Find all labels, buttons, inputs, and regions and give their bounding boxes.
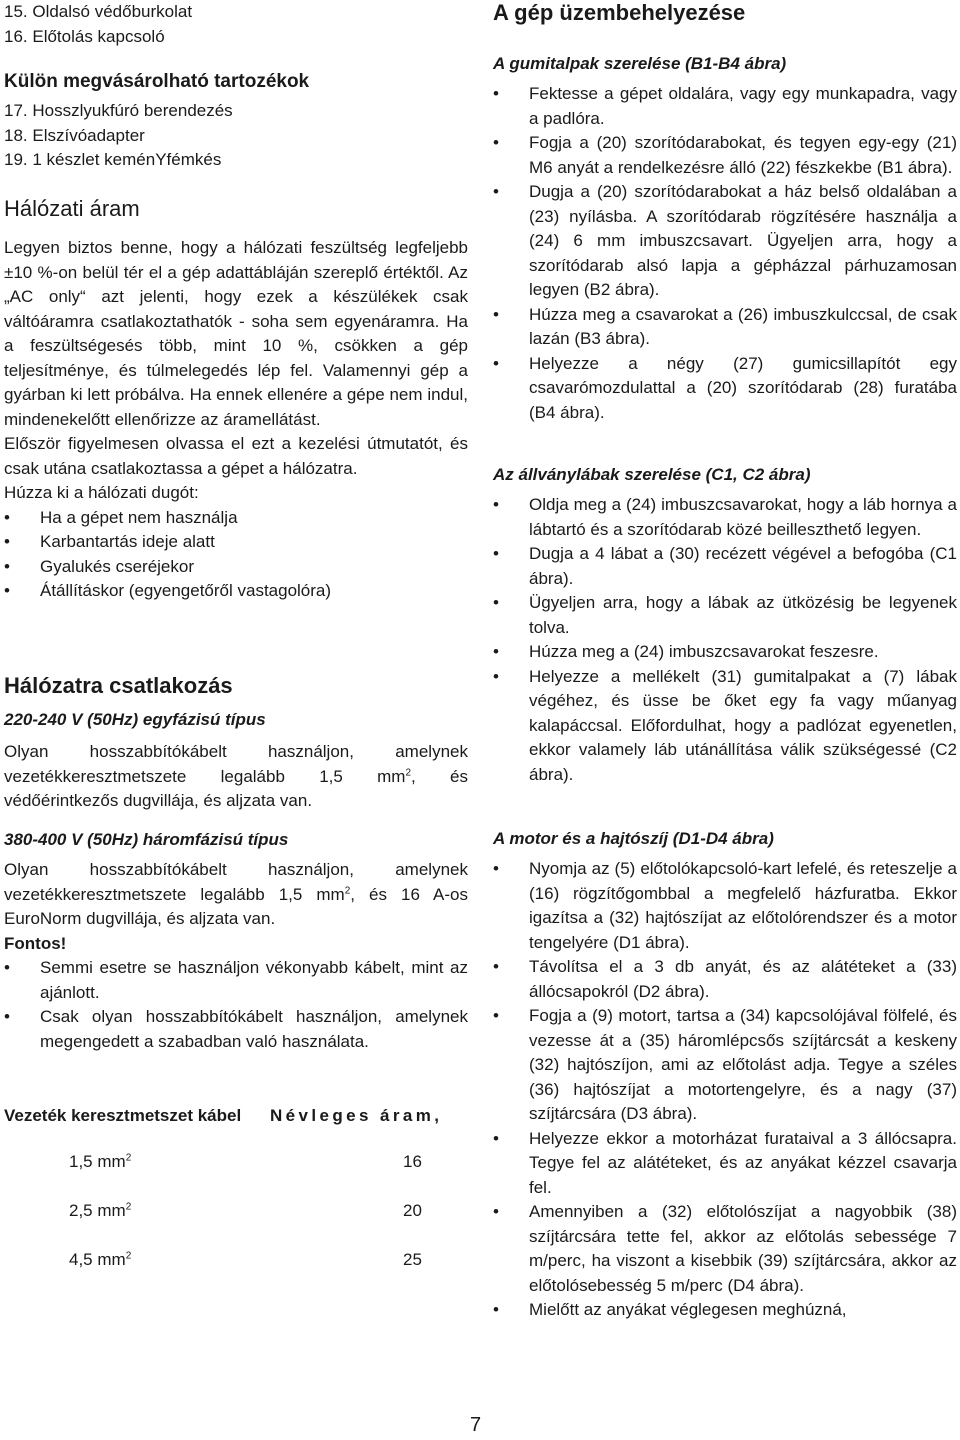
power-paragraph-3: Húzza ki a hálózati dugót: [4, 483, 199, 502]
accessories-list [4, 99, 468, 173]
table-cell-size: 1,5 $mm^2$ [69, 1152, 132, 1171]
accessories-heading: Külön megvásárolható tartozékok [4, 71, 310, 92]
list-item: • Fektesse a gépet oldalára, vagy egy munkapadra, vagy a padlóra. [493, 82, 957, 131]
list-item: • Távolítsa el a 3 db anyát, és az alátéteket a (33) állócsapokról (D2 ábra). [493, 955, 957, 1004]
table-header-cable: Vezeték keresztmetszet kábel [4, 1106, 242, 1125]
power-heading: Hálózati áram [4, 196, 140, 221]
list-item: 18. Elszívóadapter [4, 125, 145, 145]
table-cell-size: 4,5 $mm^2$ [69, 1250, 132, 1269]
legs-list [493, 493, 957, 787]
list-item: • Helyezze ekkor a motorházat furataival a 3 állócsapra. Tegye fel az alátéteket, és az anyákat kézzel csavarja fel. [493, 1127, 957, 1201]
motor-heading: A motor és a hajtószíj (D1-D4 ábra) [493, 829, 774, 848]
list-item: • Semmi esetre se használjon vékonyabb kábelt, mint az ajánlott. [4, 956, 468, 1005]
table-cell-current: 16 [403, 1152, 422, 1171]
list-item: • Nyomja az (5) előtolókapcsoló-kart lefelé, és reteszelje a (16) rögzítőgombbal a megfelelő házfuratba. Ekkor igazítsa a (32) hajtószíjat az előtolórendszer és a motor tengelyére (D1 ábra). [493, 857, 957, 955]
list-item: • Helyezze a négy (27) gumicsillapítót egy csavarómozdulattal a (20) szorítódarab (28) furatába (B4 ábra). [493, 352, 957, 426]
power-paragraph-2: Először figyelmesen olvassa el ezt a kezelési útmutatót, és csak utána csatlakoztassa a gépet a hálózatra. [4, 434, 468, 478]
three-phase-section [4, 858, 468, 1054]
table-cell-current: 25 [403, 1250, 422, 1269]
main-heading: A gép üzembehelyezése [493, 0, 746, 25]
list-item: 15. Oldalsó védőburkolat [4, 2, 193, 21]
list-item: • Dugja a (20) szorítódarabokat a ház belső oldalában a (23) nyílásba. A szorítódarab rögzítésére használja a (24) 6 mm imbuszcsavart. Ügyeljen arra, hogy a szorítódarab alsó lapja a gépházzal párhuzamosan legyen (B2 ábra). [493, 180, 957, 303]
list-item: • Amennyiben a (32) előtolószíjat a nagyobbik (38) szíjtárcsára tette fel, akkor az előtolás sebessége 7 m/perc, ha viszont a kisebbik (39) szíjtárcsára, akkor az előtolósebesség 5 m/perc (D4 ábra). [493, 1200, 957, 1298]
parts-list [4, 0, 468, 49]
three-phase-heading: 380-400 V (50Hz) háromfázisú típus [4, 830, 289, 849]
rubber-list [493, 82, 957, 425]
list-item: • Dugja a 4 lábat a (30) recézett végével a befogóba (C1 ábra). [493, 542, 957, 591]
list-item: 19. 1 készlet keménYfémkés [4, 150, 222, 169]
important-list [4, 956, 468, 1054]
table-cell-size: 2,5 $mm^2$ [69, 1201, 132, 1220]
unplug-list [4, 506, 468, 604]
list-item: • Ügyeljen arra, hogy a lábak az ütközésig be legyenek tolva. [493, 591, 957, 640]
three-phase-text: Olyan hosszabbítókábelt használjon, amelynek vezetékkeresztmetszete legalább 1,5 $mm^2$, és 16 A-os EuroNorm dugvillája, és aljzata van. [4, 860, 468, 928]
legs-heading: Az állványlábak szerelése (C1, C2 ábra) [493, 465, 811, 484]
list-item: • Ha a gépet nem használja [4, 506, 468, 531]
page-number: 7 [470, 1414, 482, 1436]
single-phase-text: Olyan hosszabbítókábelt használjon, amelynek vezetékkeresztmetszete legalább 1,5 $mm^2$, és védőérintkezős dugvillája, és aljzata van. [4, 742, 468, 810]
motor-list [493, 857, 957, 1323]
list-item: 17. Hosszlyukfúró berendezés [4, 101, 233, 120]
list-item: • Húzza meg a csavarokat a (26) imbuszkulccsal, de csak lazán (B3 ábra). [493, 303, 957, 352]
list-item: • Csak olyan hosszabbítókábelt használjon, amelynek megengedett a szabadban való használata. [4, 1005, 468, 1054]
list-item: • Fogja a (9) motort, tartsa a (34) kapcsolójával fölfelé, és vezesse át a (35) háromlépcsős szíjtárcsát a keskeny (32) hajtószíjon, ami az előtolást adja. Tegye a széles (36) hajtószíjat a motortengelyre, és a nagy (37) szíjtárcsára (D3 ábra). [493, 1004, 957, 1127]
list-item: • Mielőtt az anyákat véglegesen meghúzná, [493, 1298, 957, 1323]
list-item: • Gyalukés cseréjekor [4, 555, 468, 580]
rubber-heading: A gumitalpak szerelése (B1-B4 ábra) [493, 54, 787, 73]
table-cell-current: 20 [403, 1201, 422, 1220]
important-label: Fontos! [4, 933, 67, 953]
list-item: • Húzza meg a (24) imbuszcsavarokat feszesre. [493, 640, 957, 665]
list-item: • Átállításkor (egyengetőről vastagolóra) [4, 579, 468, 604]
list-item: • Helyezze a mellékelt (31) gumitalpakat a (7) lábak végéhez, és üsse be őket egy fa vagy műanyag kalapáccsal. Előfordulhat, hogy a padlózat egyenetlen, ekkor valamely láb utánállítása válik szükségessé (C2 ábra). [493, 665, 957, 788]
power-section [4, 236, 468, 604]
power-paragraph: Legyen biztos benne, hogy a hálózati feszültség legfeljebb ±10 %-on belül tér el a gép adattábláján szereplő értéktől. Az „AC only“ azt jelenti, hogy ezek a készülékek csak váltóáramra csatlakoztathatók - soha sem egyenáramra. Ha a feszültségesés több, mint 10 %, csökken a gép teljesítménye, és túlmelegedés lép fel. Valamennyi gép a gyárban ki lett próbálva. Ha ennek ellenére a gépe nem indul, mindenekelőtt ellenőrizze az áramellátást. [4, 238, 468, 429]
list-item: • Karbantartás ideje alatt [4, 530, 468, 555]
connect-heading: Hálózatra csatlakozás [4, 673, 233, 698]
table-header-current: Névleges áram, [270, 1106, 443, 1125]
list-item: • Fogja a (20) szorítódarabokat, és tegyen egy-egy (21) M6 anyát a rendelkezésre álló (22) fészkekbe (B1 ábra). [493, 131, 957, 180]
single-phase-heading: 220-240 V (50Hz) egyfázisú típus [4, 710, 266, 729]
list-item: • Oldja meg a (24) imbuszcsavarokat, hogy a láb hornya a lábtartó és a szorítódarab közé beilleszthető legyen. [493, 493, 957, 542]
list-item: 16. Előtolás kapcsoló [4, 26, 165, 46]
